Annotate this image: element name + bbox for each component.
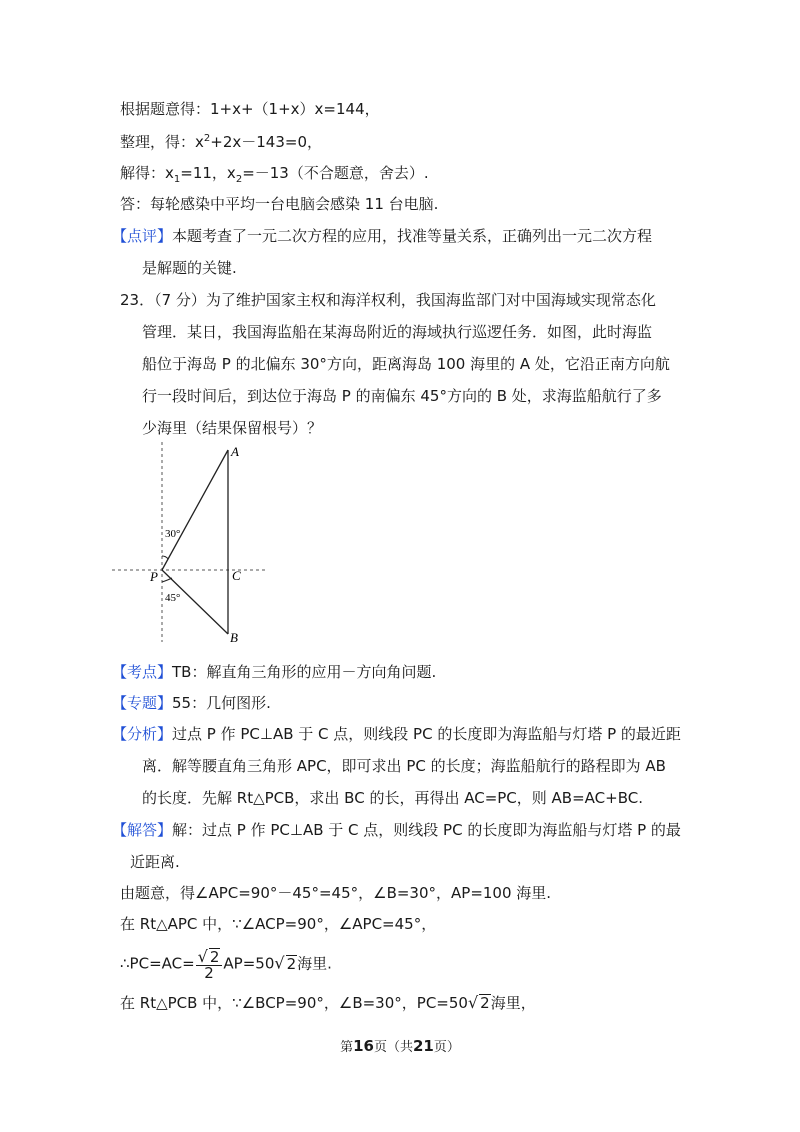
angle-arc-45 [162,578,172,582]
text-line: 是解题的关键. [142,259,237,277]
radicand: 2 [286,954,297,973]
jieda-line [112,819,681,841]
text-line: 离．解等腰直角三角形 APC，即可求出 PC 的长度；海监船航行的路程即为 AB [142,757,666,775]
footer-text: 第 [340,1040,354,1055]
radical-sign: √ [197,947,208,966]
text-segment: =－13（不合题意，舍去）. [242,164,429,182]
radical-sign: √ [467,993,479,1012]
comment-tag: 【点评】 [112,227,173,245]
radicand: 2 [209,948,220,966]
text-segment: 本题考查了一元二次方程的应用，找准等量关系，正确列出一元二次方程 [172,227,653,245]
page-number: 16 [353,1037,374,1055]
zhuanti-line [112,692,271,714]
formula-line [120,948,332,980]
text-line: 答：每轮感染中平均一台电脑会感染 11 台电脑. [120,195,439,213]
text-segment: 海里. [297,954,332,973]
superscript: 2 [203,133,211,144]
text-line: 根据题意得：1+x+（1+x）x=144， [120,100,380,118]
comment-line [112,225,652,247]
kaodian-tag: 【考点】 [112,663,173,681]
radical-sign: √ [274,953,285,973]
radicand: 2 [480,994,490,1012]
text-segment: 在 Rt△PCB 中，∵∠BCP=90°，∠B=30°，PC=50 [120,994,468,1012]
text-segment: 55：几何图形. [172,694,271,712]
angle-label-45: 45° [165,592,181,604]
text-segment: 过点 P 作 PC⊥AB 于 C 点，则线段 PC 的长度即为海监船与灯塔 P 的最近距 [172,725,681,743]
text-line: 由题意，得∠APC=90°－45°=45°，∠B=30°，AP=100 海里. [120,884,552,902]
formula-line [120,992,536,1014]
fenxi-tag: 【分析】 [112,725,173,743]
question-line: 管理．某日，我国海监船在某海岛附近的海域执行巡逻任务．如图，此时海监 [142,323,653,341]
footer-text: 页（共 [373,1040,413,1055]
text-line: 的长度．先解 Rt△PCB，求出 BC 的长，再得出 AC=PC，则 AB=AC+BC. [142,789,643,807]
label-b: B [230,630,238,645]
kaodian-line [112,661,436,683]
label-p: P [150,569,158,584]
text-segment: 解得：x [120,164,174,182]
fraction-denominator: 2 [204,964,214,982]
fraction [196,948,223,980]
page-footer [0,1036,800,1055]
text-line [120,131,322,153]
subscript: 2 [235,174,243,185]
question-line: 行一段时间后，到达位于海岛 P 的南偏东 45°方向的 B 处，求海监船航行了多 [142,387,662,405]
text-segment: ∴PC=AC= [120,954,195,973]
zhuanti-tag: 【专题】 [112,694,173,712]
fenxi-line [112,723,681,745]
segment-pa [162,450,228,570]
label-a: A [231,444,239,459]
question-line: 船位于海岛 P 的北偏东 30°方向，距离海岛 100 海里的 A 处，它沿正南方向航 [142,355,670,373]
text-segment: =11，x [180,164,236,182]
text-segment: +2x－143=0， [210,133,322,151]
angle-arc-30 [162,556,168,559]
text-segment: 解：过点 P 作 PC⊥AB 于 C 点，则线段 PC 的长度即为海监船与灯塔 P 的最 [172,821,681,839]
jieda-tag: 【解答】 [112,821,173,839]
text-line: 近距离. [130,853,180,871]
footer-text: 页） [433,1040,460,1055]
text-segment: TB：解直角三角形的应用－方向角问题. [172,663,437,681]
angle-label-30: 30° [165,528,181,540]
total-pages: 21 [413,1037,434,1055]
question-line: 少海里（结果保留根号）？ [142,419,323,437]
text-segment: 整理，得：x [120,133,204,151]
text-line: 在 Rt△APC 中，∵∠ACP=90°，∠APC=45°， [120,915,437,933]
text-line [120,162,429,184]
geometry-figure [110,438,270,648]
text-segment: AP=50 [223,954,275,973]
subscript: 1 [173,174,181,185]
question-line: 23．（7 分）为了维护国家主权和海洋权利，我国海监部门对中国海域实现常态化 [120,291,656,309]
text-segment: 海里， [490,994,536,1012]
label-c: C [232,568,241,583]
